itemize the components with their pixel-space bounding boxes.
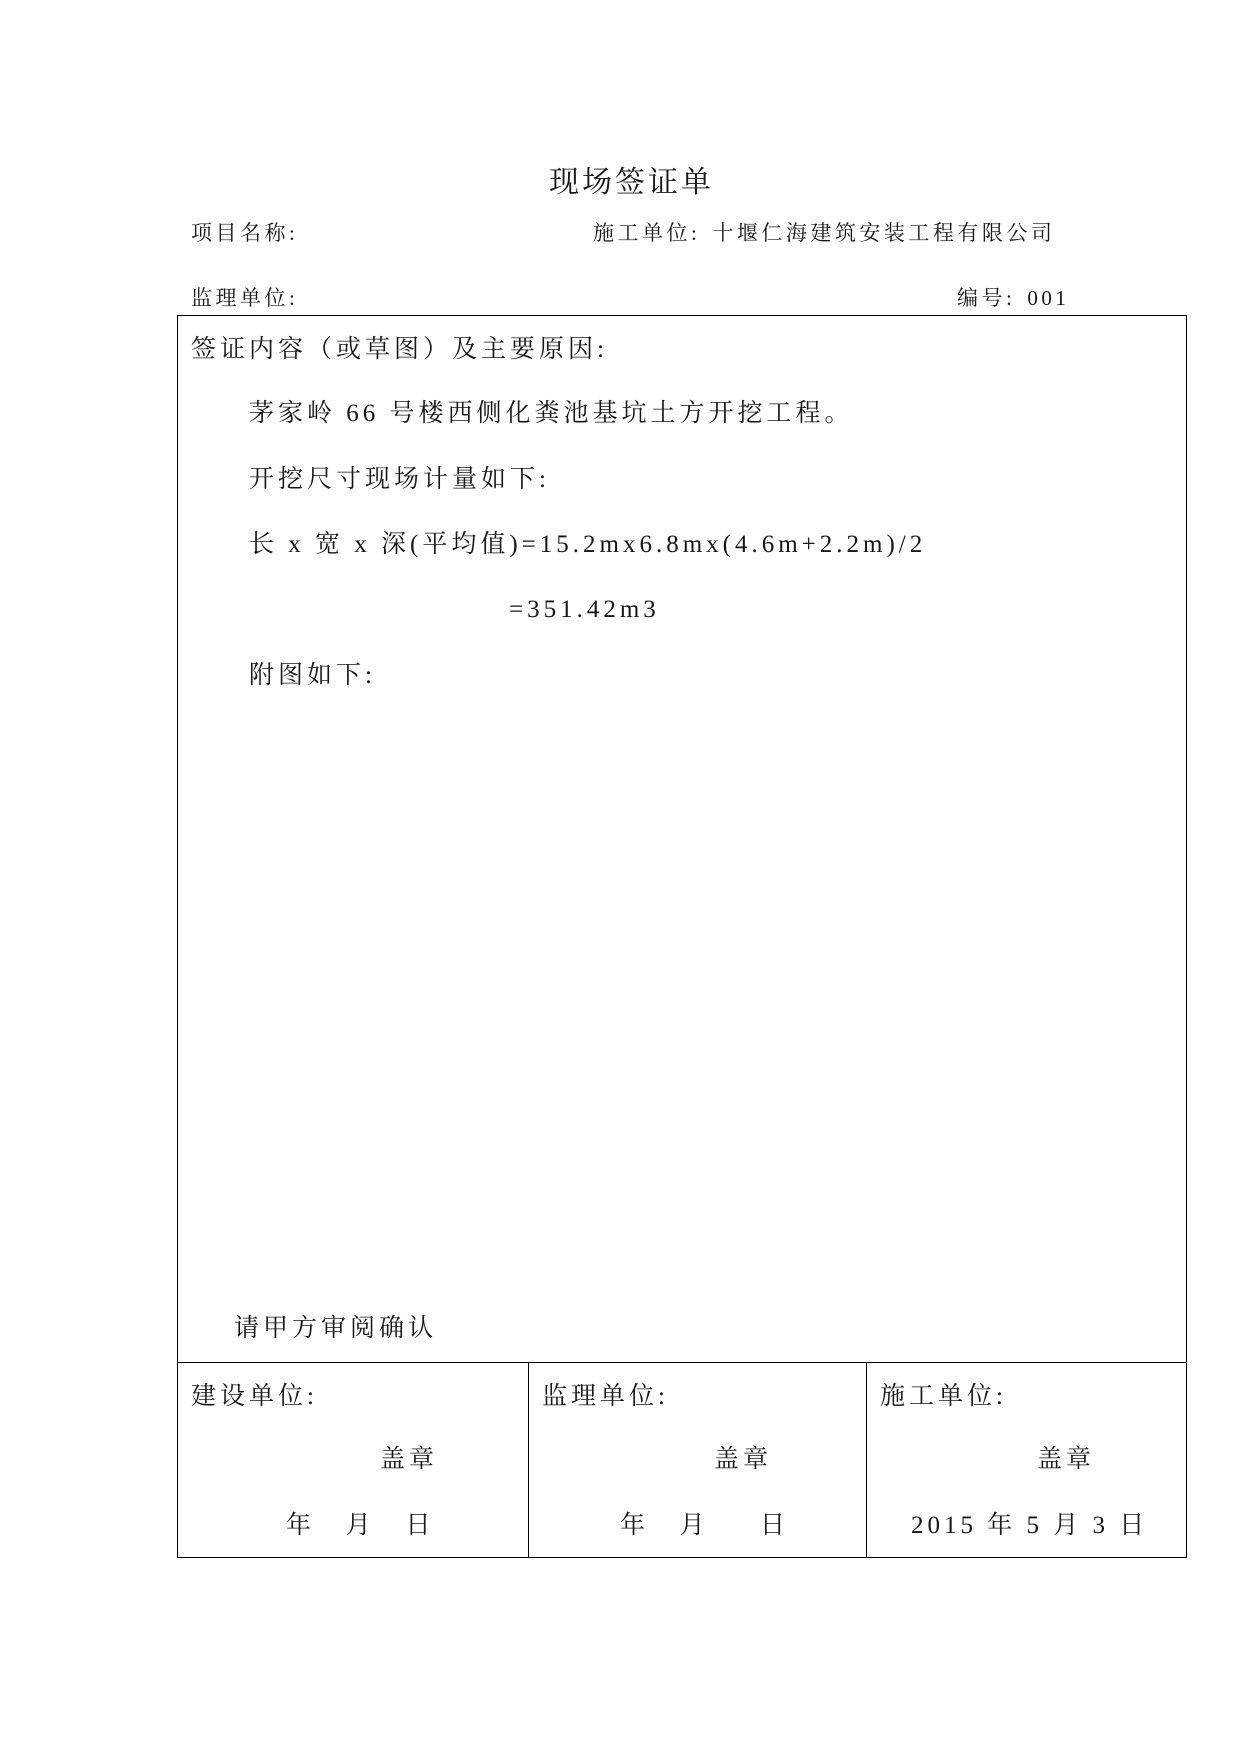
document-title: 现场签证单: [549, 166, 714, 199]
signature-row-divider: [177, 1362, 1187, 1363]
content-description: 茅家岭 66 号楼西侧化粪池基坑土方开挖工程。: [249, 400, 854, 427]
content-heading: 签证内容（或草图）及主要原因:: [191, 336, 608, 363]
supervisor-seal: 盖章: [714, 1446, 773, 1473]
contractor-value: 十堰仁海建筑安装工程有限公司: [712, 221, 1056, 245]
document-number-label: 编号:: [957, 286, 1016, 310]
volume-result: =351.42m3: [509, 596, 660, 623]
owner-unit-label: 建设单位:: [191, 1383, 318, 1410]
measure-intro: 开挖尺寸现场计量如下:: [249, 466, 550, 493]
contractor-seal: 盖章: [1037, 1446, 1096, 1473]
supervisor-unit-label: 监理单位:: [542, 1383, 669, 1410]
owner-date: 年 月 日: [286, 1512, 435, 1539]
contractor-unit-label: 施工单位:: [880, 1383, 1007, 1410]
column-divider-1: [528, 1362, 529, 1558]
document-number-value: 001: [1027, 286, 1070, 310]
owner-seal: 盖章: [380, 1446, 439, 1473]
contractor-field: [593, 220, 1055, 246]
supervisor-label: 监理单位:: [191, 286, 299, 310]
column-divider-2: [866, 1362, 867, 1558]
contractor-label: 施工单位:: [593, 221, 701, 245]
document-number-field: [957, 285, 1069, 311]
visa-table-frame: [177, 315, 1187, 1558]
project-name-label: 项目名称:: [191, 221, 299, 245]
attachment-label: 附图如下:: [249, 662, 376, 689]
contractor-date: 2015 年 5 月 3 日: [911, 1512, 1149, 1539]
supervisor-date: 年 月 日: [620, 1512, 790, 1539]
review-request: 请甲方审阅确认: [234, 1315, 438, 1342]
volume-formula: 长 x 宽 x 深(平均值)=15.2mx6.8mx(4.6m+2.2m)/2: [249, 531, 927, 558]
